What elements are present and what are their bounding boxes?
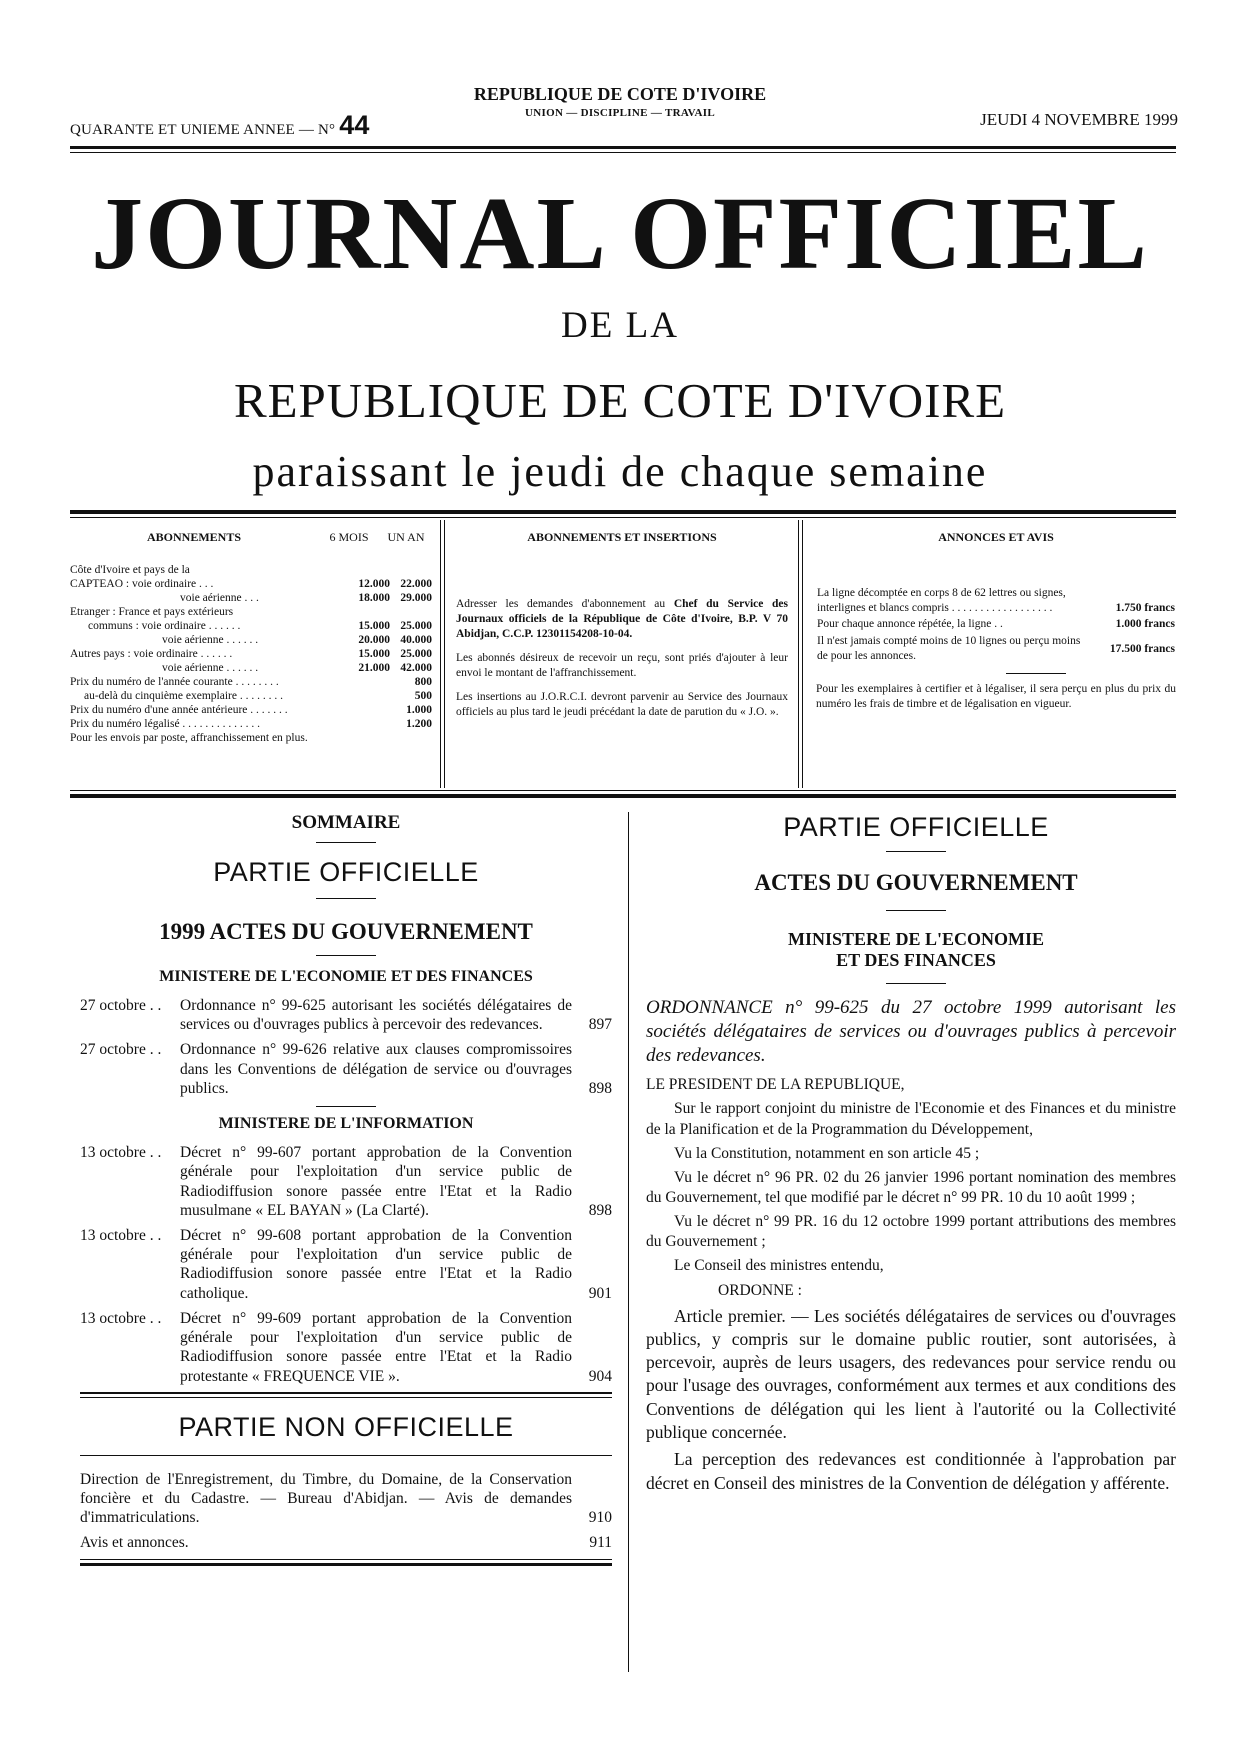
partie-officielle-title: PARTIE OFFICIELLE xyxy=(783,812,1049,842)
ministere-line-1: MINISTERE DE L'ECONOMIE xyxy=(787,929,1045,949)
service-address: Chef du Service des Journaux officiels de la République de Côte d'Ivoire, B.P. V 70 Abidjan, C.C.P. 12301154208-10-04. xyxy=(456,598,788,640)
republic-block xyxy=(420,84,820,119)
annonces-box xyxy=(816,530,1176,720)
issue-date: JEUDI 4 NOVEMBRE 1999 xyxy=(980,110,1178,129)
insertions-address: Adresser les demandes d'abonnement au Chef du Service des Journaux officiels de la République de Côte d'Ivoire, B.P. V 70 Abidjan, C.C.P. 12301154208-10-04. xyxy=(456,598,788,640)
table-row: communs : voie ordinaire . . . . . . 15.000 25.000 xyxy=(88,620,432,633)
considerant: Vu le décret n° 99 PR. 16 du 12 octobre 1999 portant attributions des membres du Gouvernement ; xyxy=(646,1213,1176,1251)
table-row: Pour chaque annonce répétée, la ligne . . 1.000 francs xyxy=(817,618,1175,631)
insertions-box xyxy=(456,530,788,729)
edition-number: 44 xyxy=(339,110,370,140)
sommaire-column xyxy=(80,812,612,1566)
ordonne-heading: ORDONNE : xyxy=(718,1281,802,1299)
masthead-title: JOURNAL OFFICIEL xyxy=(91,176,1149,291)
col-un-an: UN AN xyxy=(387,530,425,544)
considerant: Vu la Constitution, notamment en son article 45 ; xyxy=(674,1144,980,1162)
national-motto: UNION — DISCIPLINE — TRAVAIL xyxy=(525,107,715,119)
box-rule-top-thick xyxy=(70,510,1176,514)
table-row: voie aérienne . . . . . . 20.000 40.000 xyxy=(162,634,432,647)
sommaire-entry: 27 octobre . . Ordonnance n° 99-625 autorisant les sociétés délégataires de services ou d'ouvrages publics à percevoir des redevances. 897 xyxy=(80,997,612,1034)
sommaire-entry: Avis et annonces. 911 xyxy=(80,1534,612,1552)
sommaire-actes-title: 1999 ACTES DU GOUVERNEMENT xyxy=(159,919,533,944)
annonces-title: ANNONCES ET AVIS xyxy=(938,530,1054,544)
considerant: Sur le rapport conjoint du ministre de l'Economie et des Finances et du ministre de la Planification et de la Programmation du Développement, xyxy=(646,1100,1176,1138)
actes-gouvernement-title: ACTES DU GOUVERNEMENT xyxy=(754,870,1078,895)
box-divider-2a xyxy=(798,520,799,788)
masthead-republic: REPUBLIQUE DE COTE D'IVOIRE xyxy=(233,373,1007,428)
column-divider xyxy=(628,812,629,1672)
partie-officielle-column xyxy=(646,812,1176,1499)
sommaire-ministere-economie: MINISTERE DE L'ECONOMIE ET DES FINANCES xyxy=(159,968,533,985)
table-row: voie aérienne . . . 18.000 29.000 xyxy=(180,592,432,605)
table-row: Prix du numéro de l'année courante . . . . . . . . 800 xyxy=(70,676,432,689)
table-row: Pour les envois par poste, affranchissement en plus. xyxy=(70,732,308,745)
box-rule-top-thin xyxy=(70,517,1176,518)
article-premier-alinea-2: La perception des redevances est conditionnée à l'approbation par décret en Conseil des ministres de la Convention de délégation y afférente. xyxy=(646,1449,1176,1493)
ordonnance-title: ORDONNANCE n° 99-625 du 27 octobre 1999 autorisant les sociétés délégataires de services ou d'ouvrages publics à percevoir des redevances. xyxy=(646,997,1176,1066)
masthead-de-la: DE LA xyxy=(561,305,679,346)
sommaire-title: SOMMAIRE xyxy=(291,812,401,833)
table-row: CAPTEAO : voie ordinaire . . . 12.000 22.000 xyxy=(70,578,432,591)
table-row: La ligne décomptée en corps 8 de 62 lettres ou signes, interlignes et blancs compris . . . . . . . . . . . . . . . . . . 1.750 francs xyxy=(817,587,1175,614)
considerant: Vu le décret n° 96 PR. 02 du 26 janvier 1996 portant nomination des membres du Gouvernement, tel que modifié par le décret n° 99 PR. 10 du 10 août 1999 ; xyxy=(646,1168,1176,1206)
table-row: au-delà du cinquième exemplaire . . . . . . . . 500 xyxy=(84,690,432,703)
table-row: voie aérienne . . . . . . 21.000 42.000 xyxy=(162,662,432,675)
annonces-tarifs xyxy=(816,585,1176,665)
col-6-mois: 6 MOIS xyxy=(329,530,369,544)
annonces-separator xyxy=(1006,673,1066,674)
abonnements-table xyxy=(70,563,432,745)
table-row: Il n'est jamais compté moins de 10 lignes ou perçu moins de pour les annonces. 17.500 francs xyxy=(817,635,1175,662)
box-rule-bottom-thin xyxy=(70,790,1176,791)
sommaire-partie-officielle: PARTIE OFFICIELLE xyxy=(213,857,479,887)
ministere-line-2: ET DES FINANCES xyxy=(836,950,996,970)
sommaire-partie-non-officielle: PARTIE NON OFFICIELLE xyxy=(178,1411,514,1442)
insertions-title: ABONNEMENTS ET INSERTIONS xyxy=(527,530,717,544)
edition-line xyxy=(70,110,370,141)
header-rule-thin xyxy=(70,152,1176,153)
sommaire-entry: 13 octobre . . Décret n° 99-607 portant approbation de la Convention générale pour l'exploitation d'un service public de Radiodiffusion sonore passée entre l'Etat et la Radio musulmane « EL BAYAN » (La Clarté). 898 xyxy=(80,1144,612,1219)
sommaire-entry: 13 octobre . . Décret n° 99-608 portant approbation de la Convention générale pour l'exploitation d'un service public de Radiodiffusion sonore passée entre l'Etat et la Radio catholique. 901 xyxy=(80,1226,612,1302)
sommaire-entry: 13 octobre . . Décret n° 99-609 portant approbation de la Convention générale pour l'exploitation d'un service public de Radiodiffusion sonore passée entre l'Etat et la Radio protestante « FREQUENCE VIE ». 904 xyxy=(80,1309,612,1385)
insertions-receipt-note: Les abonnés désireux de recevoir un reçu, sont priés d'ajouter à leur envoi le montant de l'affranchissement. xyxy=(456,651,788,679)
article-premier: Article premier. — Les sociétés délégataires de services ou d'ouvrages publics, y compris sur le domaine public routier, sont autorisées, à percevoir, auprès de leurs usagers, des redevances pour service rendu ou pour l'usage des ouvrages, conformément aux termes et aux conditions des Conventions de délégation qui les lient à l'autorité ou la Collectivité publique concernée. xyxy=(646,1305,1176,1442)
considerant: Le Conseil des ministres entendu, xyxy=(674,1257,884,1275)
abonnements-title: ABONNEMENTS xyxy=(146,530,241,544)
header-rule-thick xyxy=(70,146,1176,149)
table-row: Etranger : France et pays extérieurs xyxy=(70,606,234,619)
republic-name: REPUBLIQUE DE COTE D'IVOIRE xyxy=(473,84,767,104)
box-divider-2b xyxy=(802,520,803,788)
abonnements-box xyxy=(70,530,432,745)
sommaire-entry: Direction de l'Enregistrement, du Timbre, du Domaine, de la Conservation foncière et du Cadastre. — Bureau d'Abidjan. — Avis de demandes d'immatriculations. 910 xyxy=(80,1470,612,1527)
box-divider-1b xyxy=(444,520,445,788)
table-row: Prix du numéro légalisé . . . . . . . . . . . . . . 1.200 xyxy=(70,718,432,731)
masthead-subtitle: paraissant le jeudi de chaque semaine xyxy=(252,447,988,496)
table-row: Prix du numéro d'une année antérieure . . . . . . . 1.000 xyxy=(70,704,432,717)
edition-text: QUARANTE ET UNIEME ANNEE — N° xyxy=(70,122,336,138)
box-divider-1a xyxy=(440,520,441,788)
table-row: Côte d'Ivoire et pays de la xyxy=(70,564,190,576)
table-row: Autres pays : voie ordinaire . . . . . . 15.000 25.000 xyxy=(70,648,432,661)
sommaire-ministere-information: MINISTERE DE L'INFORMATION xyxy=(218,1115,474,1133)
sommaire-entry: 27 octobre . . Ordonnance n° 99-626 relative aux clauses compromissoires dans les Conventions de délégation de service ou d'ouvrages publics. 898 xyxy=(80,1041,612,1097)
insertions-deadline-note: Les insertions au J.O.R.C.I. devront parvenir au Service des Journaux officiels au plus tard le jeudi précédant la date de parution du « J.O. ». xyxy=(456,690,788,718)
president-heading: LE PRESIDENT DE LA REPUBLIQUE, xyxy=(646,1076,905,1094)
annonces-legalisation-note: Pour les exemplaires à certifier et à légaliser, il sera perçu en plus du prix du numéro les frais de timbre et de légalisation en vigueur. xyxy=(816,682,1176,710)
box-rule-bottom-thick xyxy=(70,794,1176,798)
